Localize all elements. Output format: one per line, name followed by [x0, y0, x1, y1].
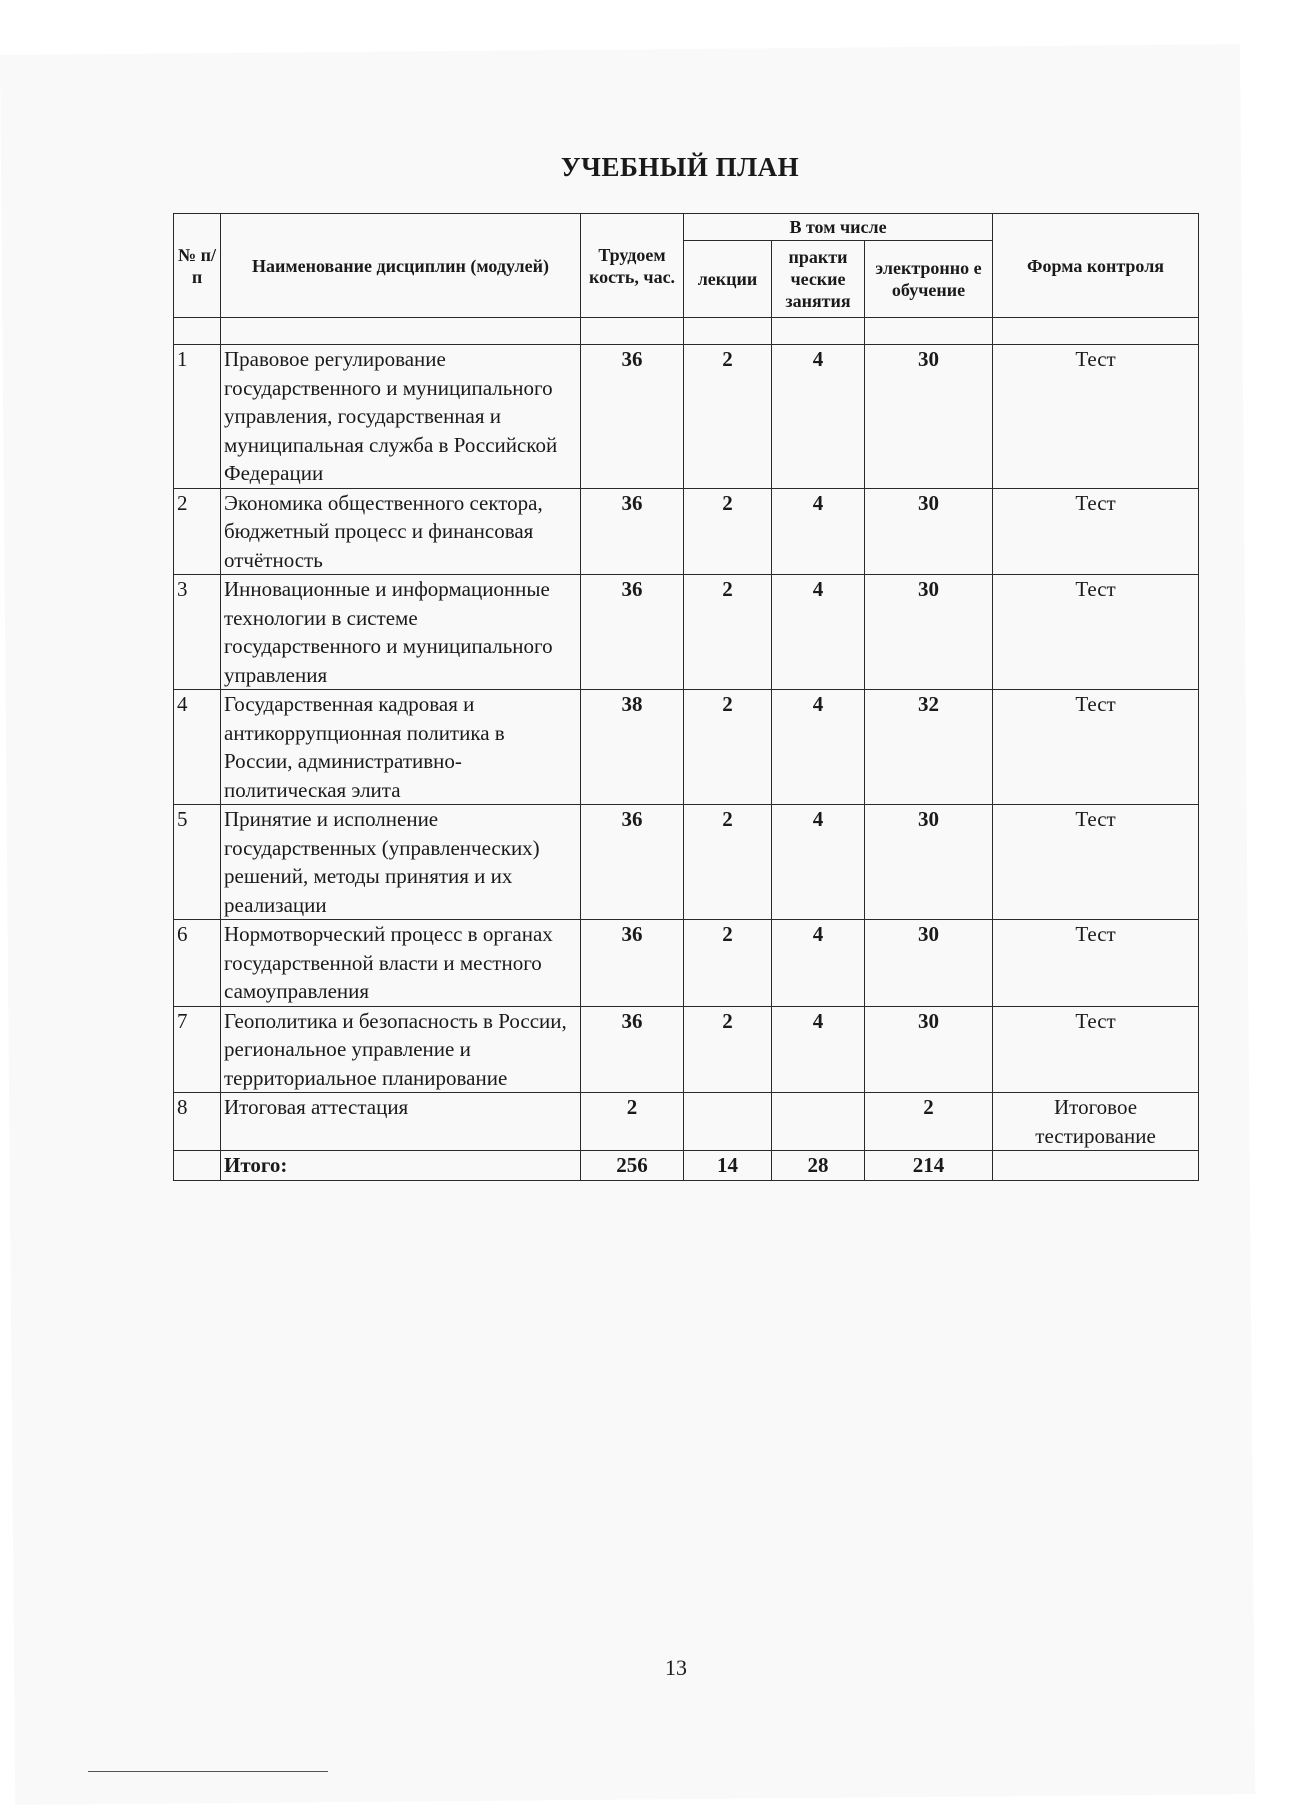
row-control: Тест	[993, 805, 1199, 920]
row-name: Инновационные и информационные технологии в системе государственного и муниципального управления	[221, 575, 581, 690]
row-lectures: 2	[684, 345, 772, 489]
table-body	[174, 345, 1199, 1151]
row-num: 8	[174, 1093, 221, 1151]
document-title: УЧЕБНЫЙ ПЛАН	[560, 152, 800, 182]
page-number: 13	[665, 1655, 687, 1680]
row-control: Тест	[993, 575, 1199, 690]
header-num: № п/п	[174, 214, 221, 318]
row-hours: 36	[581, 805, 684, 920]
table-row	[174, 690, 1199, 805]
header-name: Наименование дисциплин (модулей)	[221, 214, 581, 318]
row-name: Итоговая аттестация	[221, 1093, 581, 1151]
row-name: Государственная кадровая и антикоррупционная политика в России, административно-политическая элита	[221, 690, 581, 805]
row-num: 1	[174, 345, 221, 489]
row-elearning: 30	[865, 488, 993, 575]
row-elearning: 30	[865, 920, 993, 1007]
curriculum-table	[173, 213, 1199, 1181]
row-num: 5	[174, 805, 221, 920]
row-lectures: 2	[684, 488, 772, 575]
row-hours: 36	[581, 345, 684, 489]
row-elearning: 30	[865, 575, 993, 690]
total-control	[993, 1151, 1199, 1181]
total-label: Итого:	[221, 1151, 581, 1181]
table-row	[174, 575, 1199, 690]
row-control: Тест	[993, 488, 1199, 575]
row-name: Экономика общественного сектора, бюджетный процесс и финансовая отчётность	[221, 488, 581, 575]
table-row	[174, 920, 1199, 1007]
row-lectures: 2	[684, 920, 772, 1007]
row-lectures: 2	[684, 575, 772, 690]
row-control: Тест	[993, 920, 1199, 1007]
row-elearning: 32	[865, 690, 993, 805]
total-elearning: 214	[865, 1151, 993, 1181]
header-row-1	[174, 214, 1199, 241]
total-row	[174, 1151, 1199, 1181]
row-lectures	[684, 1093, 772, 1151]
row-hours: 2	[581, 1093, 684, 1151]
row-practice: 4	[772, 1006, 865, 1093]
table-row	[174, 345, 1199, 489]
row-practice: 4	[772, 805, 865, 920]
row-control: Итоговое тестирование	[993, 1093, 1199, 1151]
row-name: Правовое регулирование государственного и муниципального управления, государственная и муниципальная служба в Российской Федерации	[221, 345, 581, 489]
table-row	[174, 1093, 1199, 1151]
row-num: 3	[174, 575, 221, 690]
row-num: 2	[174, 488, 221, 575]
row-num: 6	[174, 920, 221, 1007]
row-lectures: 2	[684, 1006, 772, 1093]
footnote-separator	[88, 1771, 328, 1772]
row-control: Тест	[993, 1006, 1199, 1093]
header-lectures: лекции	[684, 241, 772, 318]
total-lectures: 14	[684, 1151, 772, 1181]
row-name: Геополитика и безопасность в России, региональное управление и территориальное планирование	[221, 1006, 581, 1093]
row-hours: 36	[581, 488, 684, 575]
row-elearning: 2	[865, 1093, 993, 1151]
table-row	[174, 1006, 1199, 1093]
row-elearning: 30	[865, 1006, 993, 1093]
row-num: 4	[174, 690, 221, 805]
row-hours: 38	[581, 690, 684, 805]
row-control: Тест	[993, 690, 1199, 805]
row-practice: 4	[772, 690, 865, 805]
row-practice: 4	[772, 920, 865, 1007]
row-practice	[772, 1093, 865, 1151]
row-hours: 36	[581, 575, 684, 690]
row-lectures: 2	[684, 805, 772, 920]
header-including: В том числе	[684, 214, 993, 241]
row-hours: 36	[581, 920, 684, 1007]
row-hours: 36	[581, 1006, 684, 1093]
row-elearning: 30	[865, 805, 993, 920]
row-lectures: 2	[684, 690, 772, 805]
row-name: Нормотворческий процесс в органах государственной власти и местного самоуправления	[221, 920, 581, 1007]
row-practice: 4	[772, 488, 865, 575]
header-hours: Трудоем кость, час.	[581, 214, 684, 318]
table-row	[174, 488, 1199, 575]
spacer-row	[174, 318, 1199, 345]
total-num-cell	[174, 1151, 221, 1181]
row-elearning: 30	[865, 345, 993, 489]
header-practice: практи ческие занятия	[772, 241, 865, 318]
row-name: Принятие и исполнение государственных (управленческих) решений, методы принятия и их реализации	[221, 805, 581, 920]
row-practice: 4	[772, 575, 865, 690]
total-practice: 28	[772, 1151, 865, 1181]
header-control: Форма контроля	[993, 214, 1199, 318]
row-num: 7	[174, 1006, 221, 1093]
row-practice: 4	[772, 345, 865, 489]
header-elearning: электронно е обучение	[865, 241, 993, 318]
table-row	[174, 805, 1199, 920]
total-hours: 256	[581, 1151, 684, 1181]
row-control: Тест	[993, 345, 1199, 489]
